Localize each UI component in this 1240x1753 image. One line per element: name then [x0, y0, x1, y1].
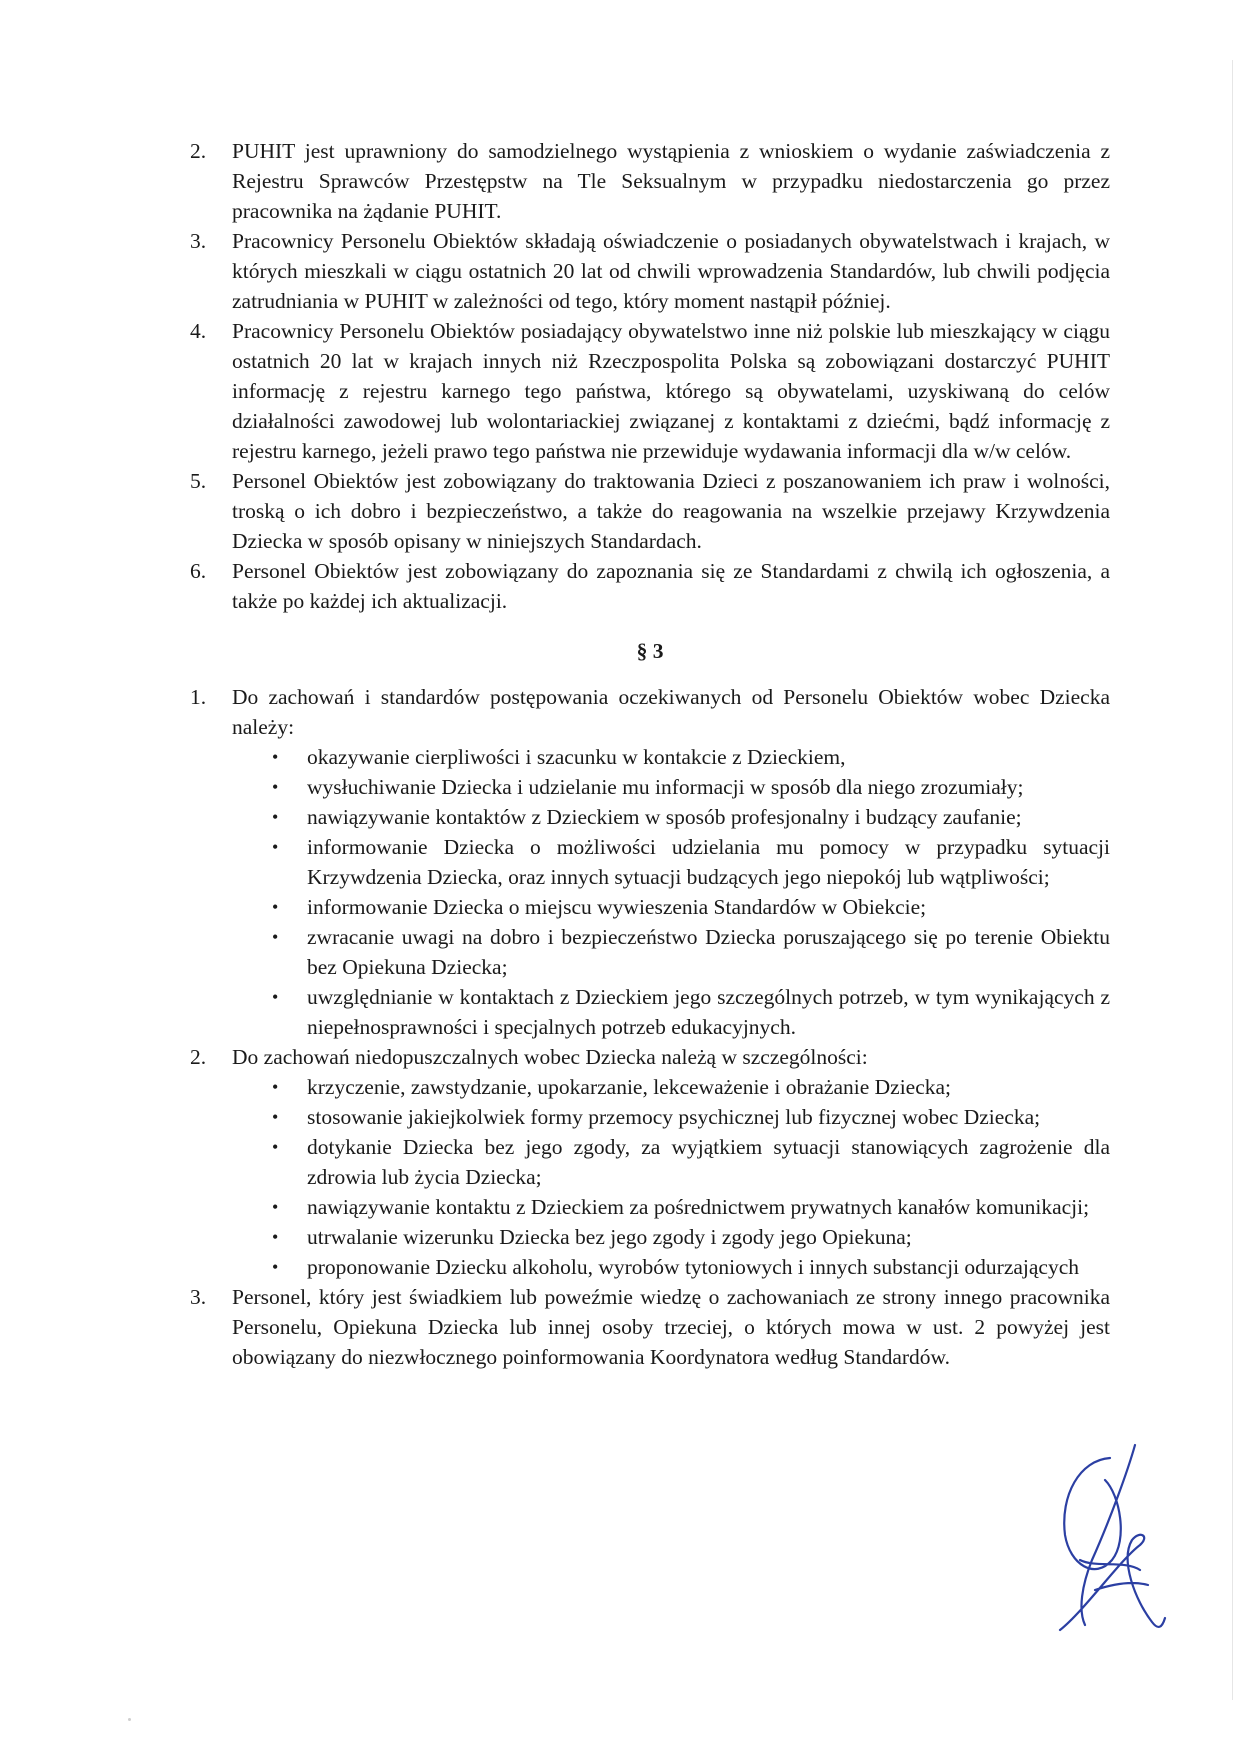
bullet-dot-icon: •	[272, 777, 279, 797]
bullet-dot-icon: •	[272, 897, 279, 917]
bullet-text: okazywanie cierpliwości i szacunku w kontakcie z Dzieckiem,	[307, 745, 846, 769]
bullet-dot-icon: •	[272, 747, 279, 767]
bullet-text: utrwalanie wizerunku Dziecka bez jego zgody i zgody jego Opiekuna;	[307, 1225, 912, 1249]
paragraph-number: 3.	[190, 1285, 207, 1309]
numbered-paragraph	[190, 226, 1110, 316]
bullet-item	[272, 1222, 1110, 1252]
bullet-list	[272, 742, 1110, 1042]
bullet-item	[272, 892, 1110, 922]
bullet-dot-icon: •	[272, 1227, 279, 1247]
paragraph-text: Personel Obiektów jest zobowiązany do traktowania Dzieci z poszanowaniem ich praw i wolności, troską o ich dobro i bezpieczeństwo, a także do reagowania na wszelkie przejawy Krzywdzenia Dziecka w sposób opisany w niniejszych Standardach.	[232, 469, 1110, 553]
paragraph-number: 3.	[190, 229, 207, 253]
bullet-text: uwzględnianie w kontaktach z Dzieckiem jego szczególnych potrzeb, w tym wynikających z niepełnosprawności i specjalnych potrzeb edukacyjnych.	[307, 985, 1110, 1039]
paragraph-text: PUHIT jest uprawniony do samodzielnego wystąpienia z wnioskiem o wydanie zaświadczenia z Rejestru Sprawców Przestępstw na Tle Seksualnym w przypadku niedostarczenia go przez pracownika na żądanie PUHIT.	[232, 139, 1110, 223]
paragraph-number: 5.	[190, 469, 207, 493]
bullet-dot-icon: •	[272, 987, 279, 1007]
bullet-text: zwracanie uwagi na dobro i bezpieczeństwo Dziecka poruszającego się po terenie Obiektu bez Opiekuna Dziecka;	[307, 925, 1110, 979]
numbered-paragraph	[190, 1282, 1110, 1372]
bullet-text: dotykanie Dziecka bez jego zgody, za wyjątkiem sytuacji stanowiących zagrożenie dla zdrowia lub życia Dziecka;	[307, 1135, 1110, 1189]
section-title: § 3	[636, 639, 664, 663]
bullet-item	[272, 982, 1110, 1042]
paragraph-text: Personel, który jest świadkiem lub poweźmie wiedzę o zachowaniach ze strony innego pracownika Personelu, Opiekuna Dziecka lub innej osoby trzeciej, o których mowa w ust. 2 powyżej jest obowiązany do niezwłocznego poinformowania Koordynatora według Standardów.	[232, 1285, 1110, 1369]
scan-edge-line	[1232, 60, 1233, 1700]
paragraph-number: 1.	[190, 685, 207, 709]
paragraph-text: Pracownicy Personelu Obiektów składają oświadczenie o posiadanych obywatelstwach i krajach, w których mieszkali w ciągu ostatnich 20 lat od chwili wprowadzenia Standardów, lub chwili podjęcia zatrudniania w PUHIT w zależności od tego, który moment nastąpił później.	[232, 229, 1110, 313]
numbered-paragraph	[190, 316, 1110, 466]
bullet-dot-icon: •	[272, 1107, 279, 1127]
numbered-paragraph	[190, 682, 1110, 1042]
bullet-text: proponowanie Dziecku alkoholu, wyrobów tytoniowych i innych substancji odurzających	[307, 1255, 1080, 1279]
bullet-text: nawiązywanie kontaktu z Dzieckiem za pośrednictwem prywatnych kanałów komunikacji;	[307, 1195, 1090, 1219]
bullet-text: stosowanie jakiejkolwiek formy przemocy psychicznej lub fizycznej wobec Dziecka;	[307, 1105, 1041, 1129]
bullet-dot-icon: •	[272, 1137, 279, 1157]
bullet-item	[272, 832, 1110, 892]
bullet-dot-icon: •	[272, 927, 279, 947]
behavior-standards-list	[190, 682, 1110, 1372]
scan-dust-mark	[128, 1718, 131, 1721]
bullet-item	[272, 1252, 1110, 1282]
bullet-dot-icon: •	[272, 1077, 279, 1097]
bullet-item	[272, 772, 1110, 802]
bullet-dot-icon: •	[272, 837, 279, 857]
bullet-item	[272, 742, 1110, 772]
bullet-text: informowanie Dziecka o możliwości udzielania mu pomocy w przypadku sytuacji Krzywdzenia Dziecka, oraz innych sytuacji budzących jego niepokój lub wątpliwości;	[307, 835, 1110, 889]
bullet-list	[272, 1072, 1110, 1282]
bullet-text: wysłuchiwanie Dziecka i udzielanie mu informacji w sposób dla niego zrozumiały;	[307, 775, 1024, 799]
handwritten-signature	[1040, 1440, 1170, 1640]
numbered-paragraph	[190, 466, 1110, 556]
bullet-item	[272, 802, 1110, 832]
paragraph-number: 4.	[190, 319, 207, 343]
bullet-text: informowanie Dziecka o miejscu wywieszenia Standardów w Obiekcie;	[307, 895, 927, 919]
bullet-dot-icon: •	[272, 1257, 279, 1277]
paragraph-number: 2.	[190, 139, 207, 163]
bullet-item	[272, 922, 1110, 982]
paragraph-text: Do zachowań i standardów postępowania oczekiwanych od Personelu Obiektów wobec Dziecka należy:	[232, 685, 1110, 739]
numbered-paragraph	[190, 136, 1110, 226]
bullet-dot-icon: •	[272, 1197, 279, 1217]
paragraph-text: Personel Obiektów jest zobowiązany do zapoznania się ze Standardami z chwilą ich ogłoszenia, a także po każdej ich aktualizacji.	[232, 559, 1110, 613]
document-body	[190, 136, 1110, 1372]
paragraph-text: Pracownicy Personelu Obiektów posiadający obywatelstwo inne niż polskie lub mieszkający w ciągu ostatnich 20 lat w krajach innych niż Rzeczpospolita Polska są zobowiązani dostarczyć PUHIT informację z rejestru karnego tego państwa, którego są obywatelami, uzyskiwaną do celów działalności zawodowej lub wolontariackiej związanej z kontaktami z dziećmi, bądź informację z rejestru karnego, jeżeli prawo tego państwa nie przewiduje wydawania informacji dla w/w celów.	[232, 319, 1110, 463]
paragraph-number: 6.	[190, 559, 207, 583]
bullet-item	[272, 1072, 1110, 1102]
paragraph-number: 2.	[190, 1045, 207, 1069]
bullet-item	[272, 1102, 1110, 1132]
bullet-text: nawiązywanie kontaktów z Dzieckiem w sposób profesjonalny i budzący zaufanie;	[307, 805, 1022, 829]
obligations-list	[190, 136, 1110, 616]
numbered-paragraph	[190, 556, 1110, 616]
numbered-paragraph	[190, 1042, 1110, 1282]
bullet-item	[272, 1132, 1110, 1192]
bullet-text: krzyczenie, zawstydzanie, upokarzanie, lekceważenie i obrażanie Dziecka;	[307, 1075, 952, 1099]
bullet-dot-icon: •	[272, 807, 279, 827]
bullet-item	[272, 1192, 1110, 1222]
paragraph-text: Do zachowań niedopuszczalnych wobec Dziecka należą w szczególności:	[232, 1045, 868, 1069]
